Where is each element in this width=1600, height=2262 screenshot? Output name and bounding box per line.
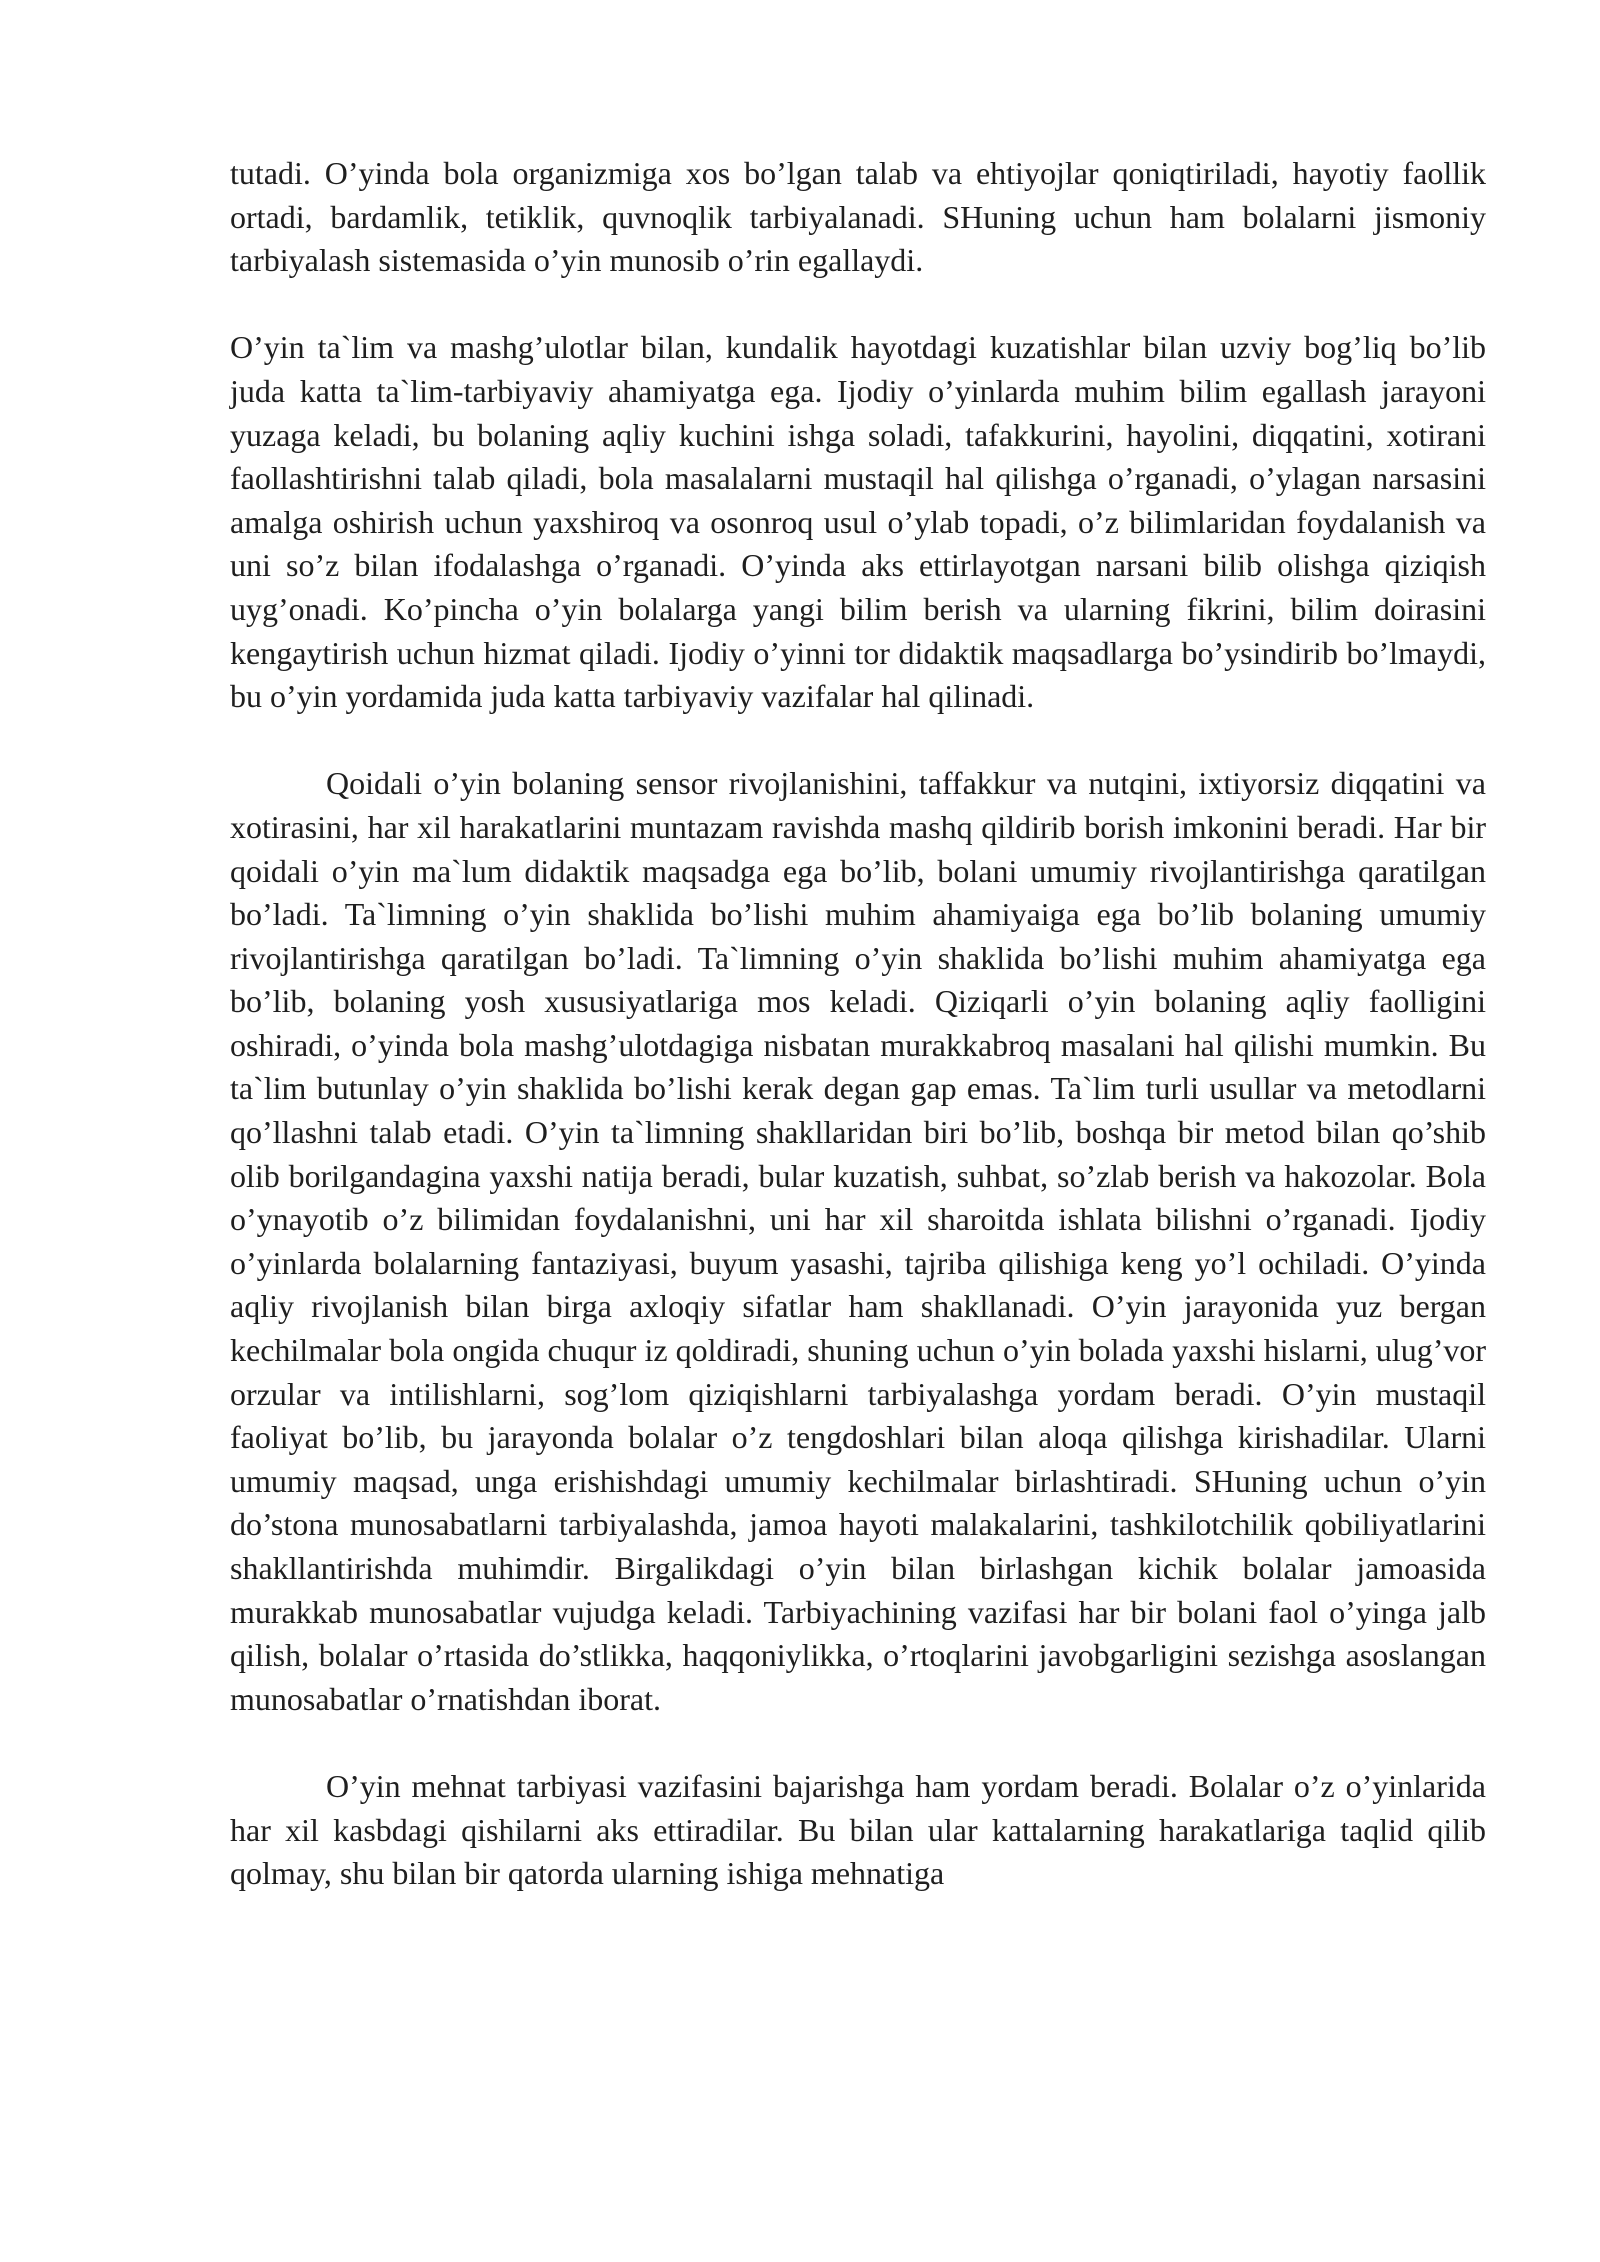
paragraph: O’yin ta`lim va mashg’ulotlar bilan, kundalik hayotdagi kuzatishlar bilan uzviy bog’liq bo’lib juda katta ta`lim-tarbiyaviy ahamiyatga ega. Ijodiy o’yinlarda muhim bilim egallash jarayoni yuzaga keladi, bu bolaning aqliy kuchini ishga soladi, tafakkurini, hayolini, diqqatini, xotirani faollashtirishni talab qiladi, bola masalalarni mustaqil hal qilishga o’rganadi, o’ylagan narsasini amalga oshirish uchun yaxshiroq va osonroq usul o’ylab topadi, o’z bilimlaridan foydalanish va uni so’z bilan ifodalashga o’rganadi. O’yinda aks ettirlayotgan narsani bilib olishga qiziqish uyg’onadi. Ko’pincha o’yin bolalarga yangi bilim berish va ularning fikrini, bilim doirasini kengaytirish uchun hizmat qiladi. Ijodiy o’yinni tor didaktik maqsadlarga bo’ysindirib bo’lmaydi, bu o’yin yordamida juda katta tarbiyaviy vazifalar hal qilinadi. <box>230 329 1486 715</box>
paragraph: tutadi. O’yinda bola organizmiga xos bo’lgan talab va ehtiyojlar qoniqtiriladi, hayotiy faollik ortadi, bardamlik, tetiklik, quvnoqlik tarbiyalanadi. SHuning uchun ham bolalarni jismoniy tarbiyalash sistemasida o’yin munosib o’rin egallaydi. <box>230 155 1486 279</box>
paragraph: O’yin mehnat tarbiyasi vazifasini bajarishga ham yordam beradi. Bolalar o’z o’yinlarida har xil kasbdagi qishilarni aks ettiradilar. Bu bilan ular kattalarning harakatlariga taqlid qilib qolmay, shu bilan bir qatorda ularning ishiga mehnatiga <box>230 1767 1486 1892</box>
paragraph: Qoidali o’yin bolaning sensor rivojlanishini, taffakkur va nutqini, ixtiyorsiz diqqatini va xotirasini, har xil harakatlarini muntazam ravishda mashq qildirib borish imkonini beradi. Har bir qoidali o’yin ma`lum didaktik maqsadga ega bo’lib, bolani umumiy rivojlantirishga qaratilgan bo’ladi. Ta`limning o’yin shaklida bo’lishi muhim ahamiyaiga ega bo’lib bolaning umumiy rivojlantirishga qaratilgan bo’ladi. Ta`limning o’yin shaklida bo’lishi muhim ahamiyatga ega bo’lib, bolaning yosh xususiyatlariga mos keladi. Qiziqarli o’yin bolaning aqliy faolligini oshiradi, o’yinda bola mashg’ulotdagiga nisbatan murakkabroq masalani hal qilishi mumkin. Bu ta`lim butunlay o’yin shaklida bo’lishi kerak degan gap emas. Ta`lim turli usullar va metodlarni qo’llashni talab etadi. O’yin ta`limning shakllaridan biri bo’lib, boshqa bir metod bilan qo’shib olib borilgandagina yaxshi natija beradi, bular kuzatish, suhbat, so’zlab berish va hakozolar. Bola o’ynayotib o’z bilimidan foydalanishni, uni har xil sharoitda ishlata bilishni o’rganadi. Ijodiy o’yinlarda bolalarning fantaziyasi, buyum yasashi, tajriba qilishiga keng yo’l ochiladi. O’yinda aqliy rivojlanish bilan birga axloqiy sifatlar ham shakllanadi. O’yin jarayonida yuz bergan kechilmalar bola ongida chuqur iz qoldiradi, shuning uchun o’yin bolada yaxshi hislarni, ulug’vor orzular va intilishlarni, sog’lom qiziqishlarni tarbiyalashga yordam beradi. O’yin mustaqil faoliyat bo’lib, bu jarayonda bolalar o’z tengdoshlari bilan aloqa qilishga kirishadilar. Ularni umumiy maqsad, unga erishishdagi umumiy kechilmalar birlashtiradi. SHuning uchun o’yin do’stona munosabatlarni tarbiyalashda, jamoa hayoti malakalarini, tashkilotchilik qobiliyatlarini shakllantirishda muhimdir. Birgalikdagi o’yin bilan birlashgan kichik bolalar jamoasida murakkab munosabatlar vujudga keladi. Tarbiyachining vazifasi har bir bolani faol o’yinga jalb qilish, bolalar o’rtasida do’stlikka, haqqoniylikka, o’rtoqlarini javobgarligini sezishga asoslangan munosabatlar o’rnatishdan iborat. <box>230 765 1486 1717</box>
document-page <box>230 152 1486 1896</box>
